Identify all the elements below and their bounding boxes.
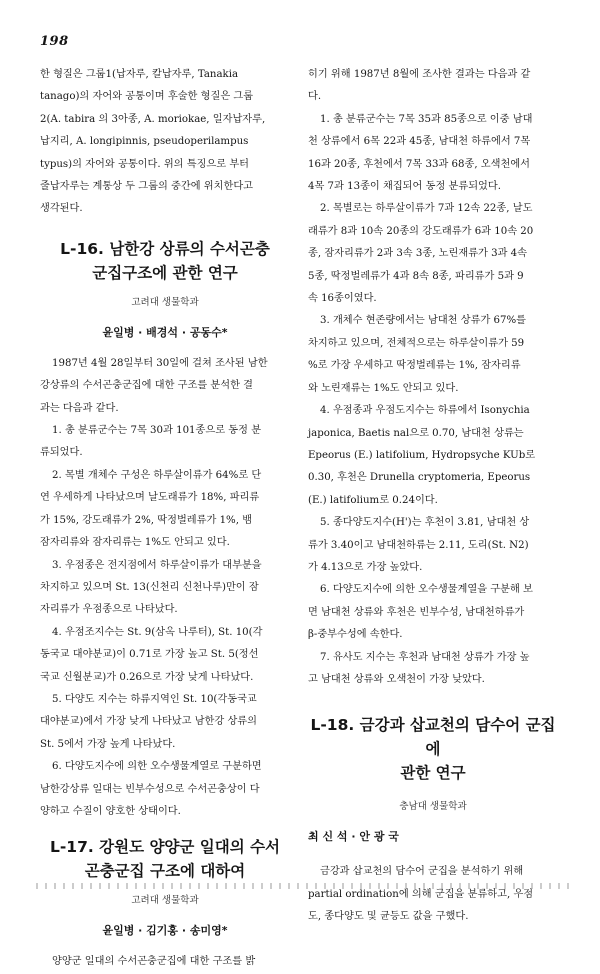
- paragraph: [40, 689, 290, 756]
- text-line: partial ordination에 의해 군집을 분류하고, 우점: [308, 888, 534, 900]
- left-column: [40, 64, 290, 974]
- paragraph: [308, 647, 558, 692]
- text-line: 1987년 4월 28일부터 30일에 걸쳐 조사된 남한: [52, 357, 268, 369]
- text-line: 16과 20종, 후천에서 7목 33과 68종, 오색천에서: [308, 158, 531, 170]
- text-line: 2(A. tabira 의 3아종, A. moriokae, 일자납자루,: [40, 113, 266, 125]
- authors: 최 신 석 · 안 광 국: [308, 830, 399, 844]
- paragraph: [308, 109, 558, 199]
- abstract-title: 군집구조에 관한 연구: [92, 263, 238, 282]
- text-line: 차지하고 있으며, 전체적으로는 하루살이류가 59: [308, 337, 525, 349]
- right-column: [308, 64, 558, 929]
- abstract-l18: [308, 713, 558, 928]
- text-line: 7. 유사도 지수는 후천과 남대천 상류가 가장 높: [320, 651, 530, 663]
- text-line: 와 노린재류는 1%도 안되고 있다.: [308, 382, 459, 394]
- abstract-title: L-16. 남한강 상류의 수서곤충: [60, 239, 270, 258]
- text-line: 6. 다양도지수에 의한 오수생물계열을 구분해 보: [320, 584, 533, 596]
- abstract-l16: [40, 237, 290, 824]
- text-line: 면 남대천 상류와 후천은 빈부수성, 남대천하류가: [308, 606, 525, 618]
- paragraph: [308, 64, 558, 109]
- text-line: 다.: [308, 91, 322, 103]
- paragraph: [40, 555, 290, 622]
- text-line: 2. 목별로는 하루살이류가 7과 12속 22종, 날도: [320, 203, 533, 215]
- text-line: typus)의 자어와 공통이다. 위의 특징으로 부터: [40, 158, 250, 170]
- text-line: 4. 우점조지수는 St. 9(삼옥 나루터), St. 10(각: [52, 626, 263, 638]
- text-line: 가 4.13으로 가장 높았다.: [308, 561, 423, 573]
- abstract-l17: [40, 835, 290, 973]
- text-line: 동국교 대야분교)이 0.71로 가장 높고 St. 5(정선: [40, 649, 259, 661]
- paragraph: [40, 353, 290, 420]
- text-line: 히기 위해 1987년 8월에 조사한 결과는 다음과 같: [308, 69, 531, 80]
- paragraph: [40, 951, 290, 973]
- text-line: 류되었다.: [40, 447, 83, 459]
- text-line: 도, 종다양도 및 균등도 값을 구했다.: [308, 911, 469, 923]
- text-line: 4목 7과 13종이 채집되어 동정 분류되었다.: [308, 181, 501, 193]
- text-line: 천 상류에서 6목 22과 45종, 남대천 하류에서 7목: [308, 136, 531, 148]
- text-line: β-중부수성에 속한다.: [308, 629, 403, 641]
- text-line: 연 우세하게 나타났으며 날도래류가 18%, 파리류: [40, 492, 260, 504]
- text-line: 0.30, 후천은 Drunella cryptomeria, Epeorus: [308, 472, 531, 484]
- paragraph: [308, 310, 558, 400]
- abstract-l17-continued: [308, 64, 558, 691]
- text-line: 잠자리류와 잠자리류는 1%도 안되고 있다.: [40, 537, 230, 549]
- text-line: 한 형질은 그룹1(납자루, 칼납자루, Tanakia: [40, 69, 239, 80]
- text-line: 과는 다음과 같다.: [40, 402, 119, 414]
- paragraph: [308, 400, 558, 512]
- text-line: 국교 신월분교)가 0.26으로 가장 낮게 나타났다.: [40, 671, 254, 683]
- abstract-title: 곤충군집 구조에 대하여: [84, 862, 246, 881]
- text-line: 류가 3.40이고 남대천하류는 2.11, 도리(St. N2): [308, 539, 529, 551]
- affiliation: 고려대 생물학과: [131, 296, 199, 308]
- text-line: St. 5에서 가장 높게 나타났다.: [40, 738, 176, 750]
- text-line: %로 가장 우세하고 딱정벌레류는 1%, 잠자리류: [308, 360, 521, 372]
- paragraph: [40, 622, 290, 689]
- affiliation: 충남대 생물학과: [399, 801, 467, 813]
- paragraph: [40, 465, 290, 555]
- text-line: 5종, 딱정벌레류가 4과 8속 8종, 파리류가 5과 9: [308, 270, 524, 282]
- paragraph: [308, 198, 558, 310]
- text-line: 6. 다양도지수에 의한 오수생물계열로 구분하면: [52, 761, 262, 773]
- text-line: 강상류의 수서곤충군집에 대한 구조를 분석한 결: [40, 380, 254, 392]
- text-line: 차지하고 있으며 St. 13(신천리 신천나루)만이 잠: [40, 581, 259, 593]
- abstract-title: L-18. 금강과 삽교천의 담수어 군집에: [310, 716, 556, 759]
- text-line: 금강과 삽교천의 담수어 군집을 분석하기 위해: [320, 866, 524, 878]
- text-line: 1. 총 분류군수는 7목 35과 85종으로 이중 남대: [320, 113, 533, 125]
- text-line: Epeorus (E.) latifolium, Hydropsyche KUb로: [308, 449, 536, 461]
- paragraph: [40, 420, 290, 465]
- text-line: 대야분교)에서 가장 낮게 나타났고 남한강 상류의: [40, 716, 257, 728]
- authors: 윤일병 · 김기홍 · 송미영*: [102, 924, 228, 938]
- affiliation: 고려대 생물학과: [131, 895, 199, 907]
- text-line: 4. 우점종과 우점도지수는 하류에서 Isonychia: [320, 405, 530, 417]
- text-line: 자리류가 우점종으로 나타났다.: [40, 604, 178, 616]
- text-line: 양하고 수질이 양호한 상태이다.: [40, 805, 181, 817]
- text-line: 래류가 8과 10속 20종의 강도래류가 6과 10속 20: [308, 225, 534, 237]
- page-number: 198: [40, 34, 69, 49]
- text-line: 종, 잠자리류가 2과 3속 3종, 노린재류가 3과 4속: [308, 248, 528, 260]
- text-line: 3. 개체수 현존량에서는 남대천 상류가 67%를: [320, 315, 527, 327]
- text-line: 속 16종이였다.: [308, 293, 377, 305]
- text-line: japonica, Baetis nal으로 0.70, 남대천 상류는: [308, 427, 524, 439]
- text-line: (E.) latifolium로 0.24이다.: [308, 494, 438, 506]
- text-line: 1. 총 분류군수는 7목 30과 101종으로 동정 분: [52, 425, 262, 437]
- text-line: 5. 종다양도지수(H')는 후천이 3.81, 남대천 상: [320, 517, 530, 529]
- abstract-title: L-17. 강원도 양양군 일대의 수서: [49, 838, 281, 857]
- text-line: 남한강상류 일대는 빈부수성으로 수서곤충상이 다: [40, 783, 260, 795]
- abstract-title: 관한 연구: [400, 764, 466, 783]
- paragraph: [40, 756, 290, 823]
- text-line: 2. 목별 개체수 구성은 하루살이류가 64%로 단: [52, 469, 262, 481]
- intro-paragraph: [40, 64, 290, 221]
- paragraph: [308, 579, 558, 646]
- paragraph: [308, 512, 558, 579]
- text-line: 줄납자루는 계통상 두 그룹의 중간에 위치한다고: [40, 181, 254, 193]
- text-line: 납지리, A. longipinnis, pseudoperilampus: [40, 136, 249, 148]
- text-line: 생각된다.: [40, 203, 83, 215]
- text-line: 3. 우점종은 전지점에서 하루살이류가 대부분을: [52, 559, 262, 571]
- text-line: tanago)의 자어와 공통이며 후술한 형질은 그룹: [40, 91, 254, 103]
- text-line: 가 15%, 강도래류가 2%, 딱정벌레류가 1%, 뱀: [40, 514, 253, 526]
- authors: 윤일병 · 배경석 · 공동수*: [102, 325, 228, 339]
- text-line: 양양군 일대의 수서곤충군집에 대한 구조를 밝: [52, 956, 256, 968]
- scan-edge-mark: [36, 883, 576, 889]
- text-line: 5. 다양도 지수는 하류지역인 St. 10(각동국교: [52, 693, 257, 705]
- text-line: 고 남대천 상류와 오색천이 가장 낮았다.: [308, 673, 485, 685]
